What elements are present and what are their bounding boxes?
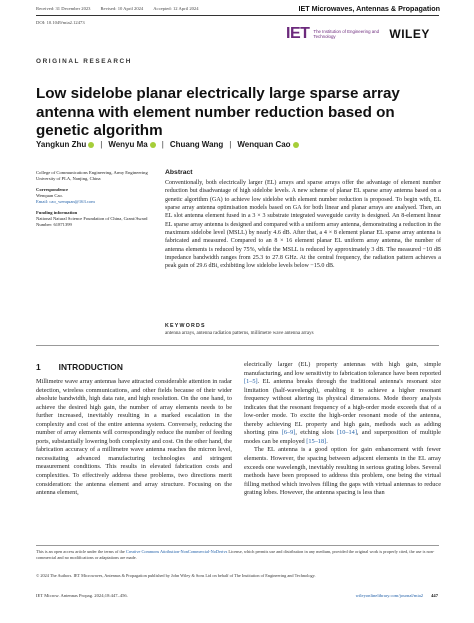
paragraph: The EL antenna is a good option for gain enhancement with fewer elements. However, the spacing between adjacent elements in the EL array exceeds one wavelength, inevitably resulting in serious grating lobes. Several methods have been proposed to address this problem, one being the virtual filling method which involves filling the gaps with virtual antennas to reduce grating lobes. However, the antenna spacing is less than bbox=[244, 446, 441, 497]
abstract-text: Conventionally, both electrically larger (EL) arrays and sparse arrays offer the advantage of element number reduction but disadvantage of high sidelobe levels. A new scheme of planar EL sparse array antenna based on a genetic algorithm (GA) to achieve low sidelobe with element number reduction is proposed. To begin with, EL sparse array antenna optimisation models based on GA for both linear and planar arrays are analysed. Then, an EL slot antenna element fused in a 3 × 3 substrate integrated waveguide cavity is designed. An 8-element linear EL sparse array antenna is designed and compared with a uniform array antenna, demonstrating a reduction in the maximum sidelobe level (MSLL) by nearly 4.6 dB. After that, a 4 × 8 element planar EL sparse array antenna is fabricated and measured. Compared to an 8 × 16 element planar EL uniform array antenna, the number of antenna elements is reduced by 75%, while the MSLL is reduced by approximately 3 dB. The measured −10 dB impedance bandwidth ranges from 25.3 to 27.8 GHz. At the central frequency, the radiation pattern achieves a peak gain of 29.6 dBi, exhibiting low sidelobe levels below −15.0 dB. bbox=[165, 180, 441, 270]
author-1[interactable]: Yangkun Zhu bbox=[36, 140, 94, 149]
author-list bbox=[36, 140, 299, 149]
journal-url bbox=[356, 593, 438, 598]
copyright-line: © 2024 The Authors. IET Microwaves, Antennas & Propagation published by John Wiley & Sons Ltd on behalf of The Institution of Engineering and Technology. bbox=[36, 573, 316, 578]
body-column-right bbox=[244, 361, 441, 498]
citation-line: IET Microw. Antennas Propag. 2024;18:447–456. bbox=[36, 593, 128, 598]
iet-logo-subtitle: The Institution of Engineering and Technology bbox=[313, 28, 380, 39]
author-separator: | bbox=[100, 140, 103, 149]
accepted-date: Accepted: 12 April 2024 bbox=[153, 6, 199, 11]
correspondence-label: Correspondence bbox=[36, 187, 69, 192]
funding-text: National Natural Science Foundation of China, Grant/Award Number: 61871399 bbox=[36, 216, 148, 227]
author-4[interactable]: Wenquan Cao bbox=[237, 140, 298, 149]
page-number: 447 bbox=[431, 593, 438, 598]
article-type: ORIGINAL RESEARCH bbox=[36, 58, 132, 65]
citation-link[interactable]: [15–18] bbox=[306, 437, 327, 445]
paper-title: Low sidelobe planar electrically large sparse array antenna with element number reduction based on genetic algorithm bbox=[36, 85, 400, 139]
paragraph: electrically larger (EL) property antennas with high gain, simple manufacturing, and low sensitivity to fabrication tolerance have been reported [1–5]. EL antenna breaks through the traditional antenna's resonant size limitation (half-wavelength), enabling it to achieve a higher resonant frequency without altering its physical dimensions. Mode theory analysis indicates that the resonant frequency of a high-order mode exceeds that of a low-order mode. To excite the high-order resonant mode of the antenna, thereby achieving EL property and high gain, methods such as adding shorting pins [6–9], etching slots [10–14], and superposition of multiple modes can be employed [15–18]. bbox=[244, 361, 441, 445]
section-title: INTRODUCTION bbox=[58, 362, 123, 372]
revised-date: Revised: 10 April 2024 bbox=[100, 6, 144, 11]
header-rule bbox=[36, 15, 439, 16]
citation-link[interactable]: [6–9] bbox=[281, 429, 296, 437]
doi[interactable]: DOI: 10.1049/mia2.12473 bbox=[36, 20, 85, 25]
affiliation-text: College of Communications Engineering, Army Engineering University of PLA, Nanjing, China bbox=[36, 170, 148, 181]
journal-name: IET Microwaves, Antennas & Propagation bbox=[298, 4, 440, 13]
journal-url-link[interactable]: wileyonlinelibrary.com/journal/mia2 bbox=[355, 593, 424, 598]
author-separator: | bbox=[161, 140, 164, 149]
received-date: Received: 31 December 2023 bbox=[36, 6, 91, 11]
license-note: This is an open access article under the terms of the Creative Commons Attribution-NonCommercial-NoDerivs License, which permits use and distribution in any medium, provided the original work is properly cited, the use is non-commercial and no modifications or adaptations are made. bbox=[36, 549, 435, 560]
correspondence-email[interactable]: Email: cao_wenquan@163.com bbox=[36, 199, 95, 204]
dates-line bbox=[36, 6, 199, 11]
author-separator: | bbox=[229, 140, 232, 149]
iet-logo: IET bbox=[286, 25, 310, 42]
keywords-heading: KEYWORDS bbox=[165, 323, 206, 329]
orcid-icon[interactable] bbox=[150, 142, 156, 148]
orcid-icon[interactable] bbox=[88, 142, 94, 148]
author-2[interactable]: Wenyu Ma bbox=[108, 140, 155, 149]
funding-label: Funding information bbox=[36, 210, 78, 215]
orcid-icon[interactable] bbox=[293, 142, 299, 148]
section-heading bbox=[36, 362, 123, 372]
body-column-left: Millimetre wave array antennas have attracted considerable attention in radar detection, wireless communications, and other fields because of their wider absolute bandwidth, high data rate, and high resolution. On the one hand, to achieve the desired high gain, the number of array elements needs to be further increased, inevitably resulting in a marked escalation in the complexity and cost of the entire antenna system. Conversely, reducing the number of array elements will correspondingly reduce the number of feeding ports, substantially lowering both complexity and cost. On the other hand, the fabrication accuracy of a millimetre wave antenna reaches the micron level, necessitating advanced manufacturing technologies and stringent measurement conditions. This results in elevated fabrication costs and complexities. To effectively address these problems, two directions merit consideration: the antenna element and array structure. Focusing on the antenna element, bbox=[36, 378, 232, 497]
wiley-logo: WILEY bbox=[389, 27, 430, 41]
citation-link[interactable]: [1–5] bbox=[244, 378, 258, 386]
publisher-logos bbox=[286, 25, 430, 43]
correspondence-name: Wenquan Cao. bbox=[36, 193, 63, 198]
abstract-heading: Abstract bbox=[165, 169, 193, 176]
section-number: 1 bbox=[36, 362, 41, 372]
affiliation-block bbox=[36, 170, 154, 228]
keywords: antenna arrays, antenna radiation patterns, millimetre wave antenna arrays bbox=[165, 331, 314, 336]
license-link[interactable]: Creative Commons Attribution-NonCommercial-NoDerivs bbox=[125, 549, 228, 554]
author-3[interactable]: Chuang Wang bbox=[169, 140, 224, 149]
citation-link[interactable]: [10–14] bbox=[336, 429, 357, 437]
